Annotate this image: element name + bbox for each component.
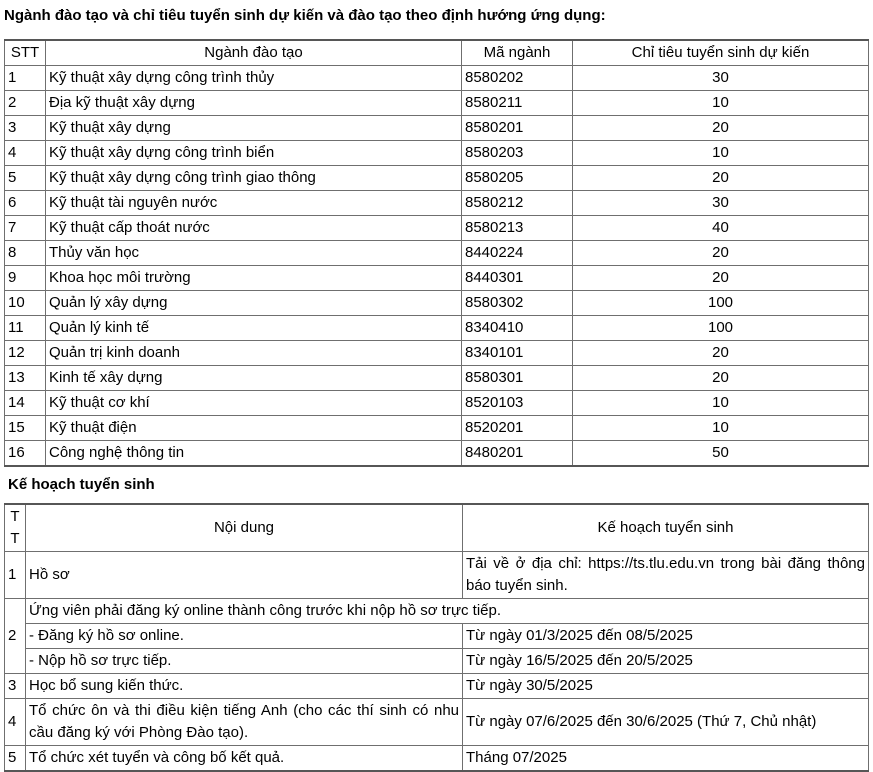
quota-cell: 20 [573, 241, 869, 266]
table-row [5, 416, 869, 441]
major-name-cell: Quản trị kinh doanh [46, 341, 462, 366]
content-cell: Tổ chức xét tuyển và công bố kết quả. [26, 746, 463, 772]
note-cell: Ứng viên phải đăng ký online thành công trước khi nộp hồ sơ trực tiếp. [26, 599, 869, 624]
plan-row [5, 624, 869, 649]
table-row [5, 366, 869, 391]
major-name-cell: Kỹ thuật cấp thoát nước [46, 216, 462, 241]
major-name-cell: Khoa học môi trường [46, 266, 462, 291]
major-name-cell: Kỹ thuật xây dựng [46, 116, 462, 141]
quota-cell: 20 [573, 116, 869, 141]
major-code-cell: 8440224 [462, 241, 573, 266]
major-code-cell: 8520201 [462, 416, 573, 441]
quota-cell: 100 [573, 316, 869, 341]
major-name-cell: Công nghệ thông tin [46, 441, 462, 467]
major-code-cell: 8580203 [462, 141, 573, 166]
content-cell: - Nộp hồ sơ trực tiếp. [26, 649, 463, 674]
tt-cell: 2 [5, 599, 26, 674]
plan-row [5, 674, 869, 699]
content-cell: Học bổ sung kiến thức. [26, 674, 463, 699]
table-row [5, 66, 869, 91]
major-code-cell: 8440301 [462, 266, 573, 291]
schedule-cell: Tháng 07/2025 [463, 746, 869, 772]
stt-cell: 14 [5, 391, 46, 416]
major-code-cell: 8580211 [462, 91, 573, 116]
table-row [5, 441, 869, 467]
major-name-cell: Kỹ thuật xây dựng công trình thủy [46, 66, 462, 91]
table-row [5, 216, 869, 241]
major-code-cell: 8480201 [462, 441, 573, 467]
table-row [5, 241, 869, 266]
major-name-cell: Kỹ thuật cơ khí [46, 391, 462, 416]
majors-header-stt: STT [5, 40, 46, 66]
quota-cell: 10 [573, 416, 869, 441]
major-code-cell: 8580302 [462, 291, 573, 316]
plan-header-noidung: Nội dung [26, 504, 463, 552]
major-name-cell: Địa kỹ thuật xây dựng [46, 91, 462, 116]
plan-row [5, 552, 869, 599]
majors-header-row [5, 40, 869, 66]
plan-row [5, 699, 869, 746]
stt-cell: 12 [5, 341, 46, 366]
quota-cell: 40 [573, 216, 869, 241]
major-name-cell: Quản lý kinh tế [46, 316, 462, 341]
plan-header-row [5, 504, 869, 552]
content-cell: Hồ sơ [26, 552, 463, 599]
tt-cell: 4 [5, 699, 26, 746]
majors-header-ma: Mã ngành [462, 40, 573, 66]
tt-cell: 5 [5, 746, 26, 772]
stt-cell: 13 [5, 366, 46, 391]
quota-cell: 30 [573, 191, 869, 216]
majors-header-nganh: Ngành đào tạo [46, 40, 462, 66]
major-code-cell: 8340101 [462, 341, 573, 366]
content-cell: - Đăng ký hồ sơ online. [26, 624, 463, 649]
stt-cell: 9 [5, 266, 46, 291]
major-code-cell: 8520103 [462, 391, 573, 416]
major-code-cell: 8580212 [462, 191, 573, 216]
stt-cell: 7 [5, 216, 46, 241]
major-name-cell: Quản lý xây dựng [46, 291, 462, 316]
table-row [5, 191, 869, 216]
schedule-cell: Từ ngày 01/3/2025 đến 08/5/2025 [463, 624, 869, 649]
major-name-cell: Kỹ thuật tài nguyên nước [46, 191, 462, 216]
plan-row [5, 599, 869, 624]
table-row [5, 91, 869, 116]
quota-cell: 20 [573, 341, 869, 366]
major-name-cell: Thủy văn học [46, 241, 462, 266]
major-name-cell: Kỹ thuật xây dựng công trình biển [46, 141, 462, 166]
table-row [5, 316, 869, 341]
stt-cell: 2 [5, 91, 46, 116]
section-heading-ke-hoach: Kế hoạch tuyển sinh [8, 476, 155, 493]
plan-table [4, 503, 869, 772]
quota-cell: 20 [573, 166, 869, 191]
tt-cell: 3 [5, 674, 26, 699]
schedule-cell: Tải về ở địa chỉ: https://ts.tlu.edu.vn trong bài đăng thông báo tuyển sinh. [463, 552, 869, 599]
quota-cell: 30 [573, 66, 869, 91]
stt-cell: 6 [5, 191, 46, 216]
table-row [5, 116, 869, 141]
schedule-cell: Từ ngày 30/5/2025 [463, 674, 869, 699]
plan-row [5, 649, 869, 674]
table-row [5, 391, 869, 416]
table-row [5, 266, 869, 291]
quota-cell: 50 [573, 441, 869, 467]
stt-cell: 10 [5, 291, 46, 316]
stt-cell: 1 [5, 66, 46, 91]
page-title: Ngành đào tạo và chỉ tiêu tuyển sinh dự kiến và đào tạo theo định hướng ứng dụng: [4, 7, 606, 24]
table-row [5, 141, 869, 166]
table-row [5, 291, 869, 316]
stt-cell: 16 [5, 441, 46, 467]
major-name-cell: Kỹ thuật xây dựng công trình giao thông [46, 166, 462, 191]
plan-header-tt: TT [5, 504, 26, 552]
stt-cell: 15 [5, 416, 46, 441]
stt-cell: 3 [5, 116, 46, 141]
tt-cell: 1 [5, 552, 26, 599]
plan-row [5, 746, 869, 772]
quota-cell: 10 [573, 141, 869, 166]
major-code-cell: 8580205 [462, 166, 573, 191]
quota-cell: 20 [573, 366, 869, 391]
quota-cell: 20 [573, 266, 869, 291]
stt-cell: 5 [5, 166, 46, 191]
table-row [5, 341, 869, 366]
content-cell: Tổ chức ôn và thi điều kiện tiếng Anh (cho các thí sinh có nhu cầu đăng ký với Phòng Đào tạo). [26, 699, 463, 746]
quota-cell: 100 [573, 291, 869, 316]
majors-table [4, 39, 869, 467]
schedule-cell: Từ ngày 07/6/2025 đến 30/6/2025 (Thứ 7, Chủ nhật) [463, 699, 869, 746]
major-code-cell: 8580213 [462, 216, 573, 241]
quota-cell: 10 [573, 91, 869, 116]
table-row [5, 166, 869, 191]
major-code-cell: 8340410 [462, 316, 573, 341]
major-name-cell: Kinh tế xây dựng [46, 366, 462, 391]
major-code-cell: 8580202 [462, 66, 573, 91]
major-name-cell: Kỹ thuật điện [46, 416, 462, 441]
majors-header-chitieu: Chỉ tiêu tuyển sinh dự kiến [573, 40, 869, 66]
major-code-cell: 8580201 [462, 116, 573, 141]
stt-cell: 8 [5, 241, 46, 266]
stt-cell: 4 [5, 141, 46, 166]
schedule-cell: Từ ngày 16/5/2025 đến 20/5/2025 [463, 649, 869, 674]
plan-header-kehoach: Kế hoạch tuyển sinh [463, 504, 869, 552]
stt-cell: 11 [5, 316, 46, 341]
major-code-cell: 8580301 [462, 366, 573, 391]
quota-cell: 10 [573, 391, 869, 416]
